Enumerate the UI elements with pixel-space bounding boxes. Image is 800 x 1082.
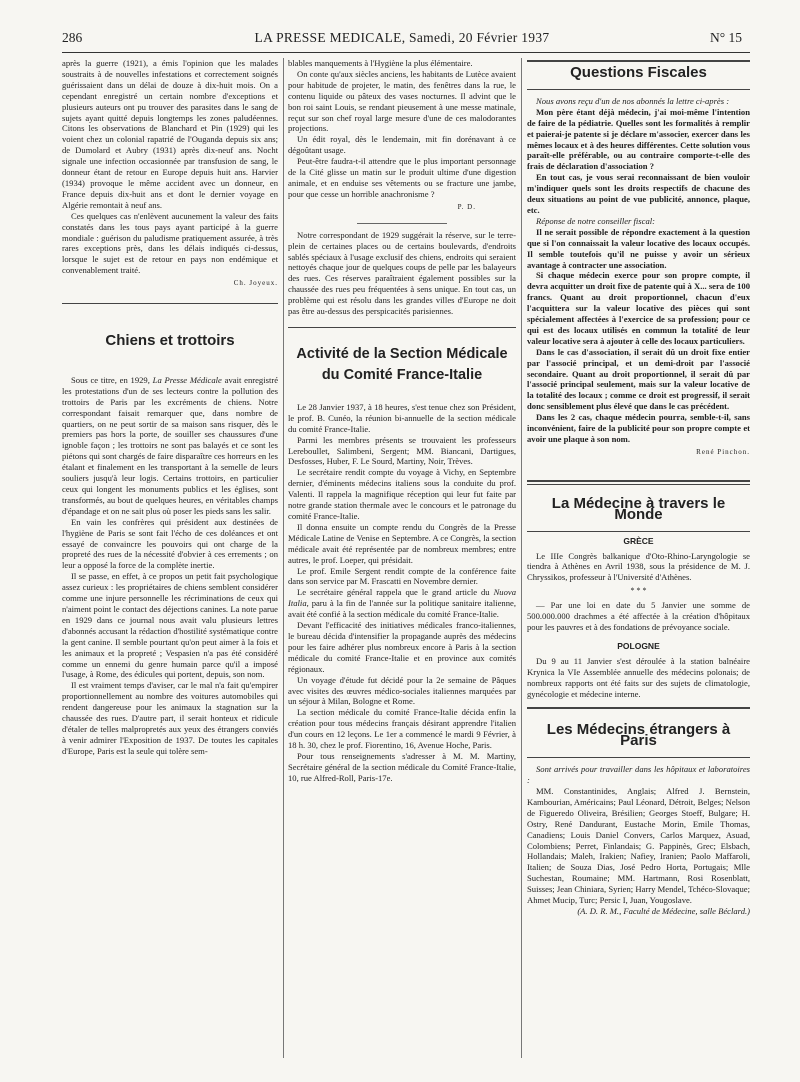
paragraph: Il donna ensuite un compte rendu du Congrès de la Presse Médicale Latine de Venise en Septembre. A ce Congrès, la section médicale avait été représentée par de nombreux membres; entre autres, le prof. Loeper, qui présidait. (288, 521, 516, 565)
author-signature: René Pinchon. (696, 447, 750, 456)
paragraph: — Par une loi en date du 5 Janvier une somme de 500.000.000 drachmes a été affectée à la création d'hôpitaux pour les pauvres et à des fondations de prévoyance sociale. (527, 600, 750, 632)
author-signature: Ch. Joyeux. (233, 279, 278, 288)
paragraph: En vain les confrères qui président aux destinées de l'hygiène de Paris se sont fait l'écho de ces doléances et ont essayé de convaincre les pouvoirs qui ont charge de la propreté des rues de la nécessité d'obvier à ces errements ; on leur a opposé la force de la complète inertie. (62, 516, 278, 571)
paragraph: En tout cas, je vous serai reconnaissant de bien vouloir m'indiquer quels sont les droits respectifs de chacune des deux situations au point de vue publicité, annonce, plaque, etc. (527, 172, 750, 215)
paragraph: Devant l'efficacité des initiatives médicales franco-italiennes, le bureau décida d'intensifier la propagande auprès des médecins pour les faire adhérer plus nombreux encore à Paris à la section médicale du comité France-Italie et en province aux comités régionaux. (288, 620, 516, 674)
page-number: 286 (62, 30, 83, 45)
paragraph: Dans les 2 cas, chaque médecin pourra, semble-t-il, sans inconvénient, faire de la publicité pour son propre compte et avoir une plaque à son nom. (527, 412, 750, 444)
paragraph: Dans le cas d'association, il serait dû un droit fixe entier par l'associé principal, et un demi-droit par l'associé secondaire. Quant au droit proportionnel, il serait dû par l'associé principal seulement, mais sur la valeur locative de la totalité des locaux ; comme ce droit est progressif, il serait donc sensiblement plus élevé que dans le cas précédent. (527, 346, 750, 412)
column-divider (283, 58, 284, 1058)
paragraph: Sont arrivés pour travailler dans les hôpitaux et laboratoires : (527, 764, 750, 786)
country-heading: POLOGNE (617, 640, 660, 651)
column-divider (521, 58, 522, 1058)
paragraph: MM. Constantinides, Anglais; Alfred J. Bernstein, Kambourian, Américains; Paul Léonard, Détroit, Belges; Nelson de Figueredo Oliveira, Brésilien; Georges Stoeff, Bulgare; H. Ostry, René Dandurant, Eustache Morin, Emile Thomas, Canadiens; Louis Daniel Convers, Carlos Marquez, Asuad, Colombiens; Perret, Finlandais; G. Pappinès, Grec; Elsbach, Hollandais; Maleh, Irakien; Nafiey, Iranien; Paolo Maffaroli, Italien; de Souza Dias, José Pedro Horta, Portugais; Mlle Suchestan, Roumaine; MM. Hartmann, Rosi Rosenblatt, Suisses; Jean Chiniara, Syrien; Harry Mendel, Tchéco-Slovaque; Ahmet Mucip, Turc; Persic I, Juan, Yougoslave. (527, 786, 750, 906)
paragraph: Du 9 au 11 Janvier s'est déroulée à la station balnéaire Krynica la VIe Assemblée annuelle des médecins polonais; de nombreux rapports ont été faits sur des sujets de climatologie, gynécologie et médecine interne. (527, 655, 750, 699)
article-title: Activité de la Section Médicale du Comité France-Italie (296, 345, 508, 383)
paragraph: Le secrétaire général rappela que le grand article du Nuova Italia, paru à la fin de l'année sur la politique sanitaire italienne, avait été confié à la section médicale du comité France-Italie. (288, 587, 516, 620)
paragraph: Ces quelques cas n'enlèvent aucunement la valeur des faits constatés dans les tous pays ayant participé à la guerre mondiale : guérison du paludisme pratiquement assurée, à très rares exceptions près, dans les délais indiqués ci-dessus, lorsque le sujet est de retour en pays non endémique et convenablement traité. (62, 210, 278, 276)
paragraph: Un édit royal, dès le lendemain, mit fin dorénavant à ce dégoûtant usage. (288, 134, 516, 156)
paragraph: Peut-être faudra-t-il attendre que le plus important personnage de la Cité glisse un matin sur le produit ultime d'une digestion animale, et en enduise ses vêtements ou se fracture une jambe, pour que cesse un horrible anachronisme ? (288, 156, 516, 199)
paragraph: après la guerre (1921), a émis l'opinion que les malades soustraits à de nouvelles infestations et correctement soignés guérissaient dans un délai de douze à dix-huit mois. On a cependant enregistré un certain nombre d'exceptions et plusieurs auteurs ont pu trouver des parasites dans le sang de sujets ayant quitté depuis longtemps les zones paludéennes. Citons les observations de Blanchard et Pin (1929) qui les voient chez un colonial rapatrié de l'Ouganda depuis six ans; de Dumolard et Aubry (1931) après dix-neuf ans. Nocht signale une infection occasionnée par transfusion de sang, le donneur étant de retour en Europe depuis huit ans. Harvier (1934) provoque le même accident avec un donneur, en France depuis dix-huit ans et dont le dernier voyage en Algérie remontait à neuf ans. (62, 58, 278, 210)
paragraph: Pour tous renseignements s'adresser à M. M. Martiny, Secrétaire général de la section médicale du Comité France-Italie, 10, rue Alfred-Roll, Paris-17e. (288, 750, 516, 783)
section-rule (527, 707, 750, 711)
section-separator (62, 303, 278, 304)
source-note: (A. D. R. M., Faculté de Médecine, salle Béclard.) (577, 906, 750, 916)
paragraph: On conte qu'aux siècles anciens, les habitants de Lutèce avaient pour habitude de projeter, le matin, des fenêtres dans la rue, le contenu liquide ou pâteux des vases nocturnes. Il advint que le bon roi saint Louis, se rendant pieusement à une messe matinale, reçut sur son chef royal large mesure d'une de ces malodorantes projections. (288, 68, 516, 134)
paragraph: Mon père étant déjà médecin, j'ai moi-même l'intention de faire de la pédiatrie. Quelles sont les formalités à remplir et paierai-je patente si je déclare m'associer, exercer dans les mêmes locaux et à des heures différentes. Cette solution vous paraît-elle préférable, ou au contraire comporte-t-elle des frais de déclaration d'association ? (527, 106, 750, 172)
issue-number: N° 15 (709, 30, 742, 45)
section-separator (288, 327, 516, 328)
paragraph: Il se passe, en effet, à ce propos un petit fait psychologique assez curieux : les propriétaires de chiens semblent considérer comme une injure personnelle les récriminations de ceux qui n'aiment point le contact des déjections canines. La note parue en 1929 dans ce journal nous avait valu plusieurs lettres d'abonnés accusant la rédaction d'hostilité systématique contre la gent canine. Il semble pourtant qu'on peut aimer à la fois et les animaux et la propreté ; Vespasien n'a pas été considéré comme un ennemi du genre humain parce qu'il a imposé l'usage, à Rome, des édicules qui portent, depuis, son nom. (62, 571, 278, 680)
section-rule (527, 531, 750, 532)
author-signature: P. D. (457, 202, 476, 211)
paragraph: Si chaque médecin exerce pour son propre compte, il devra acquitter un droit fixe de patente qui à X... sera de 100 francs. Quant au droit proportionnel, chacun d'eux l'acquittera sur la valeur locative des pièces qui sont spécialement affectées à l'exercice de sa profession; pour ce qui est des locaux utilisés en commun la totalité de leur valeur locative sera à ajouter à celle des locaux particuliers. (527, 270, 750, 346)
paragraph: Le prof. Emile Sergent rendit compte de la conférence faite dans son service par M. Frascatti en Novembre dernier. (288, 565, 516, 587)
section-rule (527, 757, 750, 758)
paragraph: Le secrétaire rendit compte du voyage à Vichy, en Septembre dernier, d'éminents médecins italiens sous la conduite du prof. Valenti. Il rappela la magnifique réception qui leur fut faite par notre grande station thermale avec le concours et le patronage du comité France-Italie. (288, 467, 516, 521)
section-rule (527, 480, 750, 485)
paragraph: Le IIIe Congrès balkanique d'Oto-Rhino-Laryngologie se tiendra à Athènes en Avril 1938, sous la présidence de M. J. Chryssikos, professeur à l'Université d'Athènes. (527, 550, 750, 583)
paragraph: Parmi les membres présents se trouvaient les professeurs Lereboullet, Salimbeni, Sergent; MM. Biancani, Dartigues, Desfosses, Huber, F. Le Sourd, Martiny, Noir, Trèves. (288, 434, 516, 467)
paragraph: La section médicale du comité France-Italie décida enfin la création pour tous médecins français désirant apprendre l'italien d'un cours en 12 leçons. Le 1er a commencé le mardi 9 Février, à 18 h. 30, chez le prof. Fiorentino, 16, Avenue Hoche, Paris. (288, 707, 516, 751)
paragraph: Il ne serait possible de répondre exactement à la question que si l'on connaissait la valeur locative des locaux occupés. Il semble toutefois qu'il ne puisse y avoir un sérieux avantage à contracter une association. (527, 226, 750, 270)
article-title: Chiens et trottoirs (105, 332, 235, 350)
header-rule (62, 52, 750, 53)
section-rule (527, 89, 750, 90)
paragraph: Réponse de notre conseiller fiscal: (536, 215, 656, 226)
page-header (62, 30, 742, 50)
paragraph: Sous ce titre, en 1929, La Presse Médicale avait enregistré les protestations d'un de ses lecteurs contre la pollution des trottoirs de Paris par les excréments de chiens. Notre correspondant faisait remarquer que, dans nombre de quartiers, on ne peut sortir de sa maison sans risquer, dès le premiers pas hors la porte, de souiller ses chaussures d'une ignoble façon ; les trottoirs ne sont pas balayés et ce sont les piétons qui sont chargés de faire disparaître ces horreurs en les étalant et finalement en les transportant à la semelle de leurs souliers jusqu'à leur logis. Certains trottoirs, en particulier ceux qui longent les monuments publics et les églises, sont transformés, au bout de quelques heures, en véritables champs d'épandage et on ne sait plus où poser les pieds sans les salir. (62, 374, 278, 516)
journal-title: LA PRESSE MEDICALE, Samedi, 20 Février 1937 (254, 30, 550, 45)
country-heading: GRÈCE (623, 535, 654, 546)
paragraph: Le 28 Janvier 1937, à 18 heures, s'est tenue chez son Président, le prof. B. Cunéo, la réunion bi-annuelle de la section médicale du comité France-Italie. (288, 401, 516, 434)
asterism: * * * (630, 586, 647, 596)
section-title: Questions Fiscales (570, 64, 707, 81)
column-middle (288, 58, 516, 1072)
section-title: La Médecine à travers le Monde (551, 494, 726, 523)
paragraph: Nous avons reçu d'un de nos abonnés la lettre ci-après : (536, 95, 730, 106)
paragraph: Notre correspondant de 1929 suggérait la réserve, sur le terre-plein de certaines places ou de certains boulevards, d'endroits sablés spéciaux à l'usage exclusif des chiens, endroits qui seraient nettoyés chaque jour de quelques coups de pelle par les balayeurs des rues. Ces réserves paraîtraient également possibles sur la chaussée des rues peu fréquentées à sens unique. En tout cas, un problème qui est résolu dans les grandes villes d'Europe ne doit pas être au-dessus des perspicacités parisiennes. (288, 229, 516, 317)
section-rule (527, 60, 750, 62)
column-right (527, 58, 750, 1072)
paragraph: blables manquements à l'Hygiène la plus élémentaire. (288, 58, 473, 68)
section-title: Les Médecins étrangers à Paris (546, 721, 731, 750)
paragraph: Un voyage d'étude fut décidé pour la 2e semaine de Pâques avec visites des œuvres médico-sociales italiennes marquées par un séjour à Milan, Bologne et Rome. (288, 674, 516, 707)
column-left (62, 58, 278, 1072)
short-rule (357, 223, 447, 224)
paragraph: Il est vraiment temps d'aviser, car le mal n'a fait qu'empirer proportionnellement au nombre des voitures automobiles qui rendent dangereuse pour les animaux la stagnation sur la chaussée des rues. D'autre part, il serait honteux et ridicule d'étaler de telles malpropretés aux yeux des étrangers conviés à venir admirer l'Exposition de 1937. De toutes les capitales d'Europe, Paris est la seule qui tolère sem- (62, 680, 278, 756)
